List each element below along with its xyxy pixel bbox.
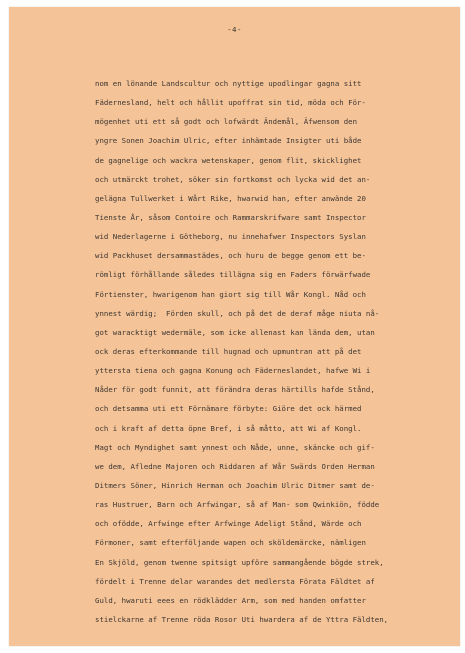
text-line: mögenhet uti ett så godt och lofwärdt Ändemål, Äfwensom den xyxy=(95,117,358,127)
text-line: Förmoner, samt efterföljande wapen och sköldemärcke, nämligen xyxy=(95,538,366,548)
text-line: stielckarne af Trenne röda Rosor Uti hwardera af de Yttra Fäldten, xyxy=(95,614,389,624)
text-line: römligt förhållande således tillägna sig en Faders förwärfwade xyxy=(95,270,371,280)
text-line: En Skjöld, genom twenne spitsigt upföre sammangående bögde strek, xyxy=(95,557,384,567)
text-line: yttersta tiena och gagna Konung och Fäderneslandet, hafwe Wi i xyxy=(95,366,371,376)
text-line: och detsamma uti ett Förnämare förbyte: Giöre det ock härmed xyxy=(95,404,362,414)
text-line: gelägna Tullwerket i Wårt Rike, hwarwid han, efter anwände 20 xyxy=(95,193,366,203)
text-line: ock deras efterkommande till hugnad och upmuntran att på det xyxy=(95,346,362,356)
text-line: och utmärckt trohet, söker sin fortkomst och lycka wid det an- xyxy=(95,174,371,184)
text-line: Förtienster, hwarigenom han giort sig till Wår Kongl. Nåd och xyxy=(95,289,366,299)
text-line: yngre Sonen Joachim Ulric, efter inhämtade Insigter uti både xyxy=(95,136,362,146)
text-line: Guld, hwaruti eees en rödklädder Arm, som med handen omfatter xyxy=(95,595,366,605)
document-body xyxy=(95,74,465,629)
text-line: we dem, Afledne Majoren och Riddaren af Wår Swärds Orden Herman xyxy=(95,461,375,471)
text-line: wid Packhuset dersammastädes, och huru de begge genom ett be- xyxy=(95,251,366,261)
text-line: Nåder för godt funnit, att förändra deras härtills hafde Stånd, xyxy=(95,385,375,395)
text-line: ynnest wärdig; Förden skull, och på det de deraf måge niuta nå- xyxy=(95,308,380,318)
text-line: Fädernesland, helt och hållit upoffrat sin tid, möda och För- xyxy=(95,98,366,108)
text-line: fördelt i Trenne delar warandes det medlersta Förata Fäldtet af xyxy=(95,576,375,586)
text-line: och ofödde, Arfwinge efter Arfwinge Adeligt Stånd, Wärde och xyxy=(95,519,362,529)
document-page xyxy=(9,7,460,646)
text-line: nom en lönande Landscultur och nyttige upodlingar gagna sitt xyxy=(95,79,362,88)
text-line: got waracktigt wedermäle, som icke allenast kan lända dem, utan xyxy=(95,327,375,337)
page-number: -4- xyxy=(227,25,242,34)
text-line: Ditmers Söner, Hinrich Herman och Joachim Ulric Ditmer samt de- xyxy=(95,480,375,490)
text-line: de gagnelige och wackra wetenskaper, genom flit, skicklighet xyxy=(95,155,362,165)
text-line: ras Hustruer, Barn och Arfwingar, så af Man- som Qwinkiön, födde xyxy=(95,500,380,510)
text-line: wid Nederlagerne i Götheborg, nu innehafwer Inspectors Syslan xyxy=(95,232,366,242)
text-line: och i kraft af detta öpne Bref, i så måtto, att Wi af Kongl. xyxy=(95,423,362,433)
text-line: Magt och Myndighet samt ynnest och Nåde, unne, skäncke och gif- xyxy=(95,442,375,452)
text-line: Tienste År, såsom Contoire och Rammarskrifware samt Inspector xyxy=(95,212,366,222)
